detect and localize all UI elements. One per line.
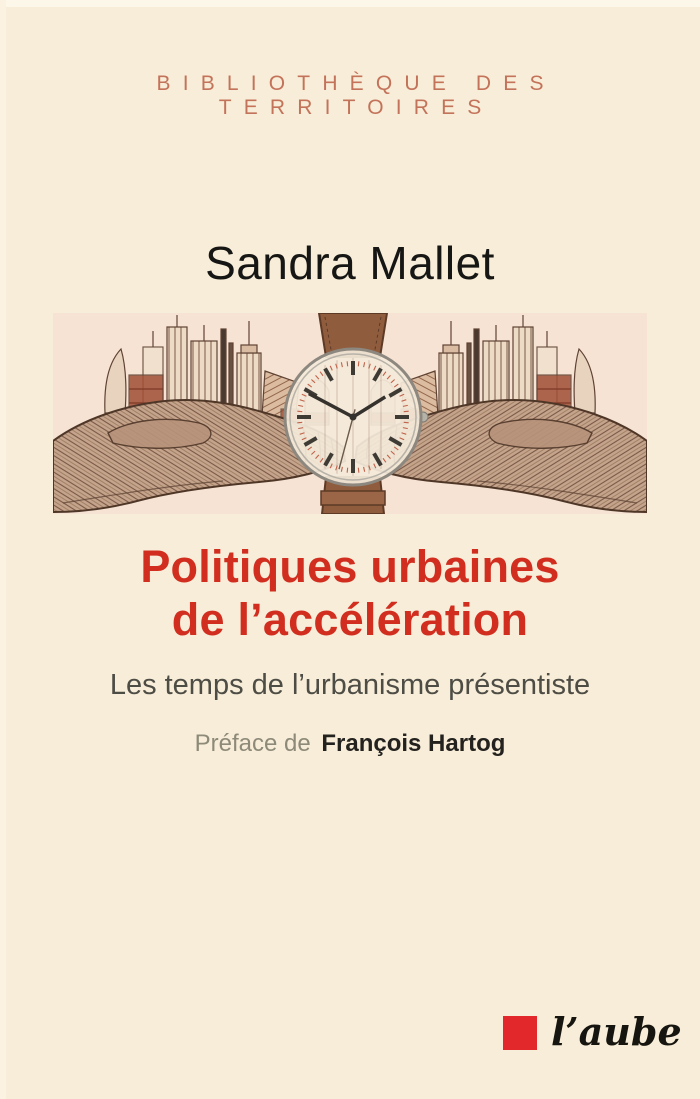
book-title-line-1: Politiques urbaines: [140, 541, 560, 592]
book-title-line-2: de l’accélération: [171, 594, 529, 645]
book-title: [0, 540, 700, 646]
author-name: Sandra Mallet: [205, 237, 495, 289]
book-subtitle: Les temps de l’urbanisme présentiste: [109, 669, 591, 701]
collection-title: BIBLIOTHÈQUE DES TERRITOIRES: [156, 72, 556, 119]
cover-edge-top: [0, 0, 700, 7]
publisher-logo-square: [503, 1016, 537, 1050]
hands-city-watch-illustration: [53, 313, 647, 514]
preface-author: François Hartog: [321, 730, 506, 757]
publisher-logo: [503, 1010, 682, 1054]
preface-label: Préface de: [194, 730, 311, 757]
publisher-name: l’aube: [551, 1009, 682, 1054]
cover-illustration: [53, 313, 647, 514]
preface-line: [0, 730, 700, 758]
